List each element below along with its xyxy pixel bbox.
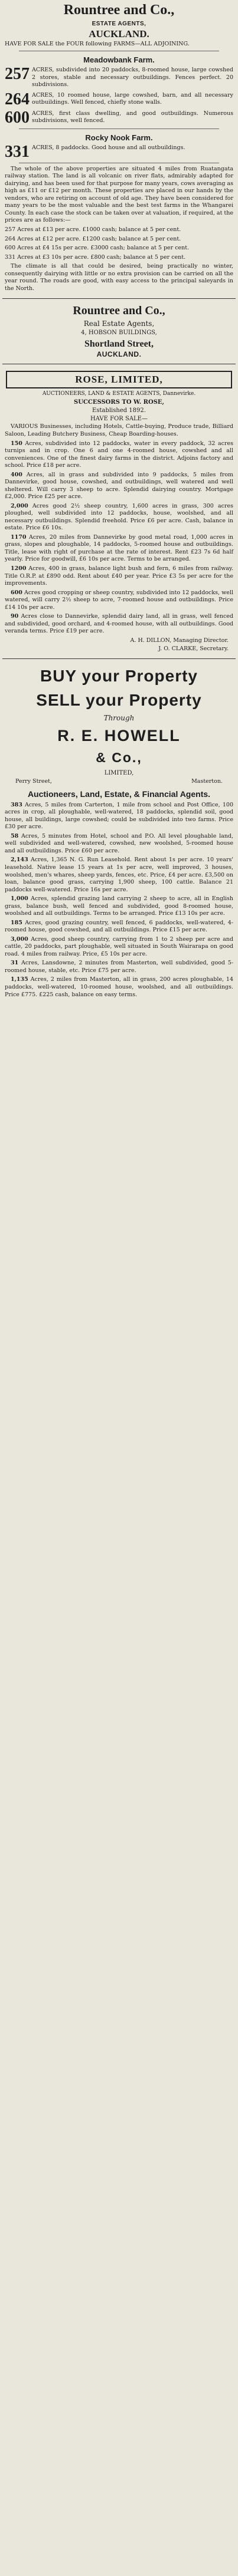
farm-lot bbox=[5, 110, 233, 126]
address-row bbox=[15, 778, 223, 786]
listing-lead: 383 bbox=[11, 801, 22, 808]
listing-lead: 31 bbox=[11, 960, 19, 967]
lot-description: ACRES, 10 roomed house, large cowshed, barn, and all necessary outbuildings. Well fenced, chiefly stone walls. bbox=[32, 91, 233, 106]
ad-line: SUCCESSORS TO W. ROSE, bbox=[73, 398, 165, 406]
listing-text: Acres, Lansdowne, 2 minutes from Masterton, well subdivided, good 5-roomed house, stable, etc. Price £75 per acre. bbox=[5, 960, 233, 974]
listing bbox=[5, 833, 233, 855]
column-rule bbox=[2, 298, 236, 299]
listing bbox=[5, 472, 233, 501]
signature: J. O. CLARKE, Secretary. bbox=[158, 645, 229, 653]
ad-description: The whole of the above properties are situated 4 miles from Ruatangata railway station. The land is all volcanic on river flats, admirably adapted for dairying, and has been used for that purpose for many years, cows averaging as high as £11 or £12 per month. These properties are placed in our hands by the vendors, who are retiring on account of old age. They have been considered for many years to be the most valuable and the best test farms in the Whangarei County. In each case the stock can be taken over at valuation, if required, at the prices are as follows:— bbox=[5, 165, 233, 224]
company-co: & Co., bbox=[96, 750, 142, 766]
ad-subtitle: Real Estate Agents, bbox=[83, 319, 155, 328]
listing-text: Acres, subdivided into 12 paddocks, water in every paddock, 32 acres turnips and in crop. One 6 and one 4-roomed house, cowshed and all conveniences. One of the finest dairy farms in the district. Adjoins factory and school. Price £18 per acre. bbox=[5, 440, 233, 469]
ad-title: ROSE, LIMITED, bbox=[75, 373, 163, 385]
ad-line: AUCTIONEERS, LAND & ESTATE AGENTS, Dannevirke. bbox=[42, 391, 196, 397]
listing bbox=[5, 920, 233, 934]
listing-lead: 3,000 bbox=[11, 935, 28, 943]
listing bbox=[5, 976, 233, 999]
lot-acreage: 331 bbox=[5, 142, 30, 161]
sell-headline: SELL your Property bbox=[36, 690, 202, 709]
listing-text: Acres, good sheep country, carrying from 1 to 2 sheep per acre and cattle, 20 paddocks, part ploughable, well situated in South Wairarapa on good road. 4 miles from railway. Price, £5 10s per acre. bbox=[5, 935, 233, 957]
services-heading: Auctioneers, Land, Estate, & Financial Agents. bbox=[27, 789, 211, 799]
lot-description: ACRES, 8 paddocks. Good house and all outbuildings. bbox=[32, 144, 185, 151]
listing-text: Acres, 5 minutes from Hotel, school and P.O. All level ploughable land, well subdivided and well-watered, cowshed, new woolshed, 5-roomed house and all outbuildings. Price £60 per acre. bbox=[5, 832, 233, 854]
rose-limited-ad bbox=[2, 367, 236, 655]
listing bbox=[5, 936, 233, 958]
buy-headline: BUY your Property bbox=[40, 666, 198, 685]
lot-acreage: 257 bbox=[5, 64, 30, 83]
address-street: Perry Street, bbox=[15, 778, 53, 785]
listing-text: Acres, all in grass and subdivided into 9 paddocks, 5 miles from Dannevirke, good house, cowshed, and outbuildings, well watered and well sheltered. Will carry 3 sheep to acre. Splendid dairying country. Mortgage £2,000. Price £25 per acre. bbox=[5, 471, 233, 500]
listing-lead: 2,143 bbox=[11, 857, 28, 864]
ad-have-for-sale: HAVE FOR SALE— bbox=[90, 416, 148, 423]
listing bbox=[5, 534, 233, 564]
listing-text: Acres good 2½ sheep country, 1,600 acres in grass, 300 acres ploughed, well subdivided into 12 paddocks, house, woolshed, and all necessary outbuildings. Splendid freehold. Price £6 per acre. Cash, balance in estate. Price £6 10s. bbox=[5, 502, 233, 532]
ad-street: Shortland Street, bbox=[84, 338, 154, 349]
rountree-farms-ad bbox=[2, 0, 236, 295]
listing-text: Acres, splendid grazing land carrying 2 sheep to acre, all in English grass, balance bush, well fenced and subdivided, good 8-roomed house, woolshed and all outbuildings. Terms to be arranged. Price £13 10s per acre. bbox=[5, 895, 233, 917]
listing-lead: 1170 bbox=[11, 533, 27, 541]
company-name: R. E. HOWELL bbox=[57, 726, 181, 745]
rountree-contact-ad bbox=[2, 302, 236, 360]
ad-line: Established 1892. bbox=[92, 407, 146, 414]
listing bbox=[5, 895, 233, 918]
listing bbox=[5, 440, 233, 470]
listing-lead: 400 bbox=[11, 471, 22, 478]
lot-acreage: 600 bbox=[5, 108, 30, 127]
listing-lead: 58 bbox=[11, 832, 19, 839]
listing-text: Acres, 1,365 N. G. Run Leasehold. Rent about 1s per acre. 10 years' leasehold. Native lease 15 years at 1s per acre, well improved, 3 houses, woolshed, men's whares, sheep yards, fences, etc. Price, £4 per acre. £3,500 on loan, balance good grass, carrying 1,900 sheep, 100 cattle. Balance 21 paddocks well-watered. Price 16s per acre. bbox=[5, 857, 233, 893]
rose-logo-box bbox=[6, 371, 232, 388]
ad-closing: The climate is all that could be desired, being practically no winter, consequently dairying with little or no extra provision can be carried on all the year round. The roads are good, with easy access to the principal saleyards in the North. bbox=[5, 263, 233, 292]
lot-acreage: 264 bbox=[5, 90, 30, 108]
price-line: 257 Acres at £13 per acre. £1000 cash; balance at 5 per cent. bbox=[5, 226, 181, 233]
listing bbox=[5, 503, 233, 532]
howell-ad bbox=[2, 662, 236, 1002]
price-line: 264 Acres at £12 per acre. £1200 cash; balance at 5 per cent. bbox=[5, 235, 181, 242]
listing-lead: 1200 bbox=[11, 565, 27, 572]
listing-lead: 150 bbox=[11, 440, 22, 447]
listing-lead: 1,000 bbox=[11, 895, 28, 902]
listing-lead: 90 bbox=[11, 613, 19, 620]
listing bbox=[5, 857, 233, 894]
listing-text: Acres, 5 miles from Carterton, 1 mile from school and Post Office, 100 acres in crop, all ploughable, well-watered, 18 paddocks, splendid soil, good house, all buildings, large cowshed; could be subdivided into two farms. Price £30 per acre. bbox=[5, 801, 233, 831]
farm-name: Meadowbank Farm. bbox=[83, 55, 155, 64]
ad-title: Rountree and Co., bbox=[73, 304, 165, 318]
ad-businesses: VARIOUS Businesses, including Hotels, Cattle-buying, Produce trade, Billiard Saloon, Leading Butchery Business, Cheap Boarding-houses. bbox=[5, 423, 233, 437]
address-town: Masterton. bbox=[191, 778, 223, 785]
ad-city: AUCKLAND. bbox=[96, 350, 142, 358]
listing-text: Acres, 2 miles from Masterton, all in grass, 200 acres ploughable, 14 paddocks, well-watered, 10-roomed house, woolshed, and all outbuildings. Price £775. £225 cash, balance on easy terms. bbox=[5, 976, 233, 998]
listing-lead: 185 bbox=[11, 919, 22, 926]
listing-text: Acres, 20 miles from Dannevirke by good metal road, 1,000 acres in grass, slopes and ploughable, 14 paddocks, 5-roomed house and outbuildings. Title, lease with right of purchase at the rate of interest. Rent £23 7s 6d half yearly. Price for goodwill, £6 10s per acre. Terms to be arranged. bbox=[5, 533, 233, 563]
newspaper-page bbox=[2, 0, 236, 2576]
column-rule bbox=[2, 658, 236, 659]
listing bbox=[5, 613, 233, 635]
listing-lead: 600 bbox=[11, 589, 22, 596]
listing bbox=[5, 589, 233, 612]
ad-title: Rountree and Co., bbox=[63, 2, 175, 18]
lot-description: ACRES, first class dwelling, and good outbuildings. Numerous subdivisions, well fenced. bbox=[32, 110, 233, 124]
ad-lead: HAVE FOR SALE the FOUR following FARMS—ALL ADJOINING. bbox=[5, 41, 190, 48]
farm-lot bbox=[5, 92, 233, 107]
ad-address: 4, HOBSON BUILDINGS, bbox=[81, 330, 157, 337]
listing bbox=[5, 802, 233, 831]
signature: A. H. DILLON, Managing Director. bbox=[130, 637, 229, 644]
listing-text: Acres, 400 in grass, balance light bush and fern, 6 miles from railway. Title O.R.P. at £890 odd. Rent about £40 per year. Price £3 5s per acre for the improvements. bbox=[5, 565, 233, 587]
listing-lead: 2,000 bbox=[11, 502, 28, 509]
farm-lot bbox=[5, 64, 233, 89]
price-line: 600 Acres at £4 15s per acre. £3000 cash; balance at 5 per cent. bbox=[5, 245, 190, 252]
company-limited: LIMITED, bbox=[104, 769, 134, 776]
price-line: 331 Acres at £3 10s per acre. £800 cash; balance at 5 per cent. bbox=[5, 253, 186, 261]
farm-lot bbox=[5, 144, 233, 160]
listing-text: Acres good cropping or sheep country, subdivided into 12 paddocks, well watered, will carry 2½ sheep to acre, 7-roomed house and outbuildings. Price £14 10s per acre. bbox=[5, 589, 233, 611]
listing bbox=[5, 565, 233, 588]
ad-subtitle: ESTATE AGENTS, bbox=[92, 20, 146, 27]
listing bbox=[5, 960, 233, 974]
listing-lead: 1,135 bbox=[11, 976, 28, 983]
lot-description: ACRES, subdivided into 20 paddocks, 8-roomed house, large cowshed 2 stores, stable and necessary outbuildings. Fences perfect. 20 subdivisions. bbox=[32, 66, 233, 88]
through-label: Through bbox=[103, 713, 135, 722]
listing-text: Acres, good grazing country, well fenced, 6 paddocks, well-watered, 4-roomed house, good cowshed, and all outbuildings. Price £15 per acre. bbox=[5, 919, 233, 934]
farm-name: Rocky Nook Farm. bbox=[85, 133, 153, 142]
ad-city: AUCKLAND. bbox=[89, 28, 149, 39]
listing-text: Acres close to Dannevirke, splendid dairy land, all in grass, well fenced and subdivided, good orchard, and 4-roomed house, with all outbuildings. Good veranda terms. Price £19 per acre. bbox=[5, 613, 233, 635]
